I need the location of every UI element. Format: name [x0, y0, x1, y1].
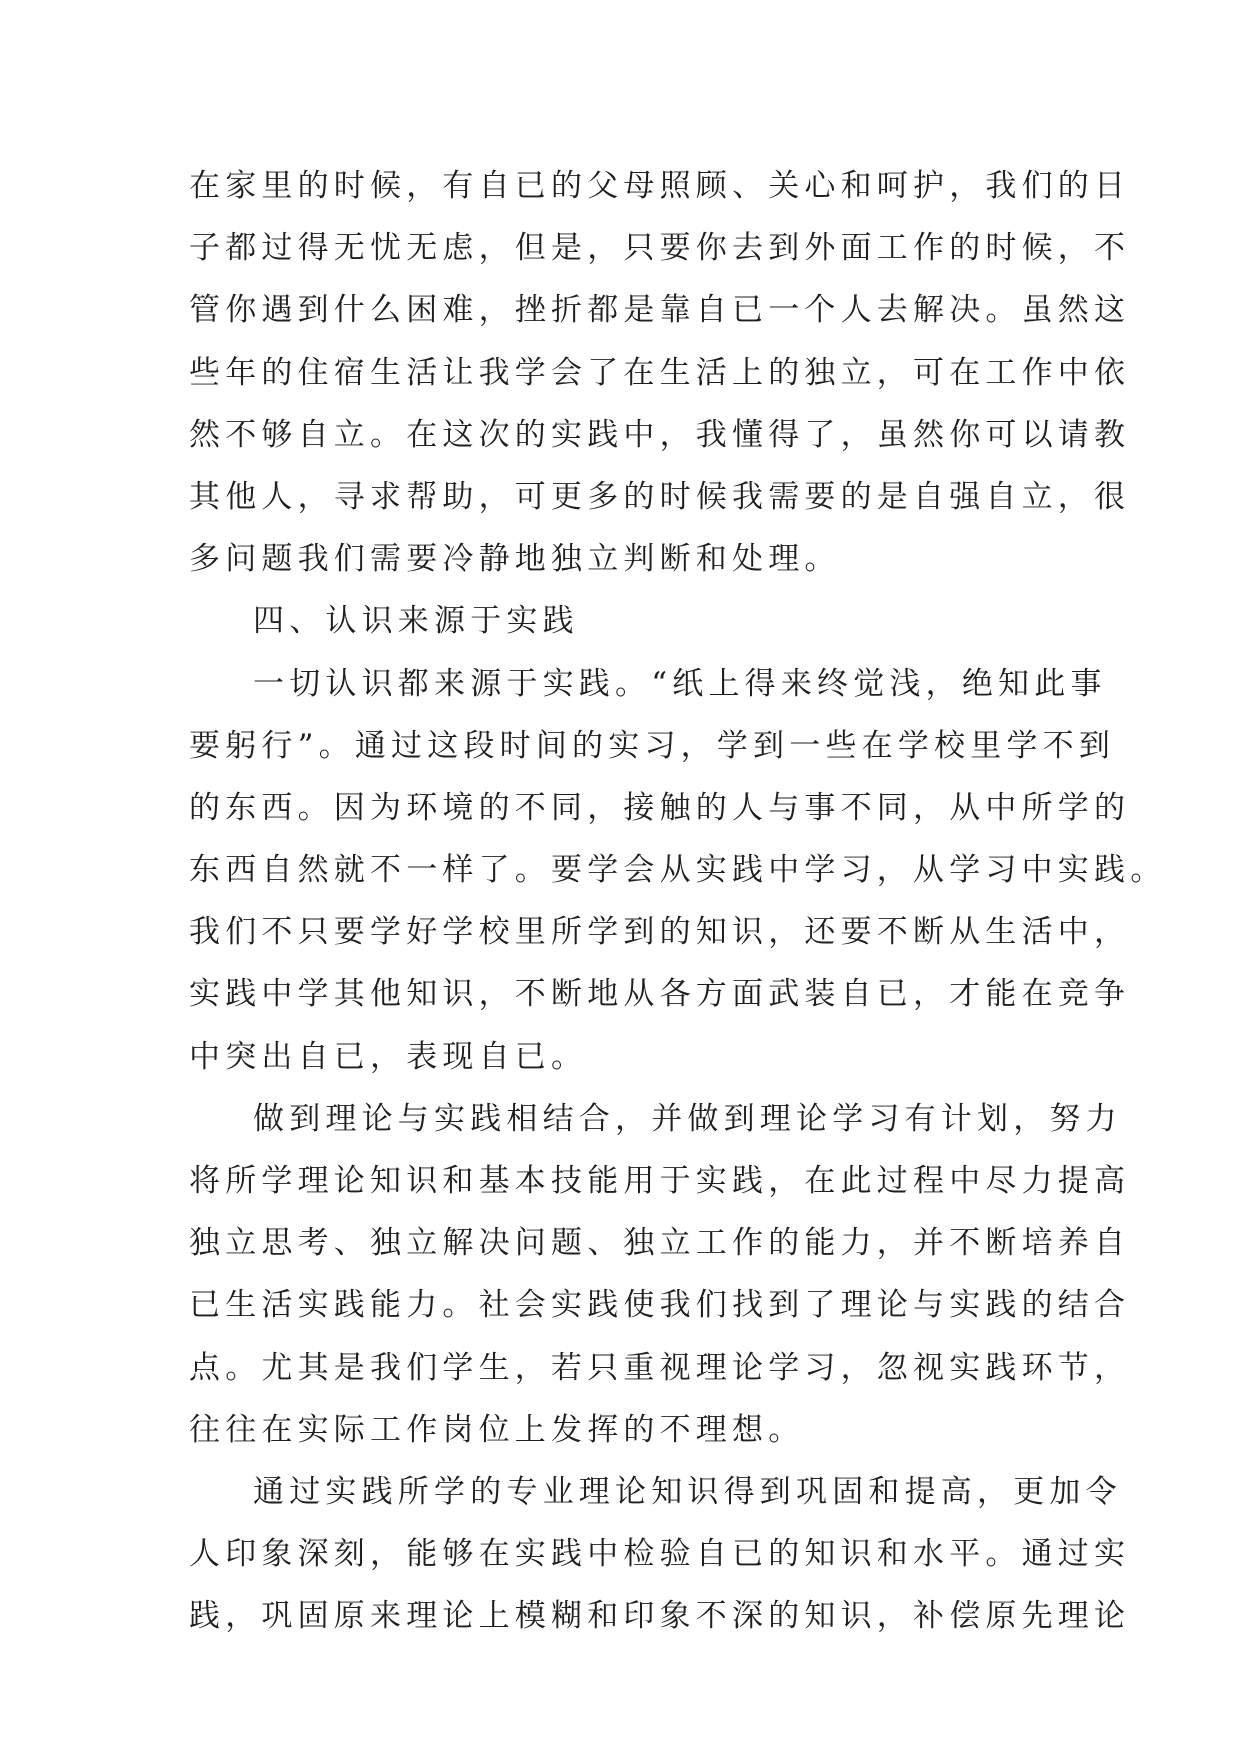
paragraph-start-line: 通过实践所学的专业理论知识得到巩固和提高，更加令	[253, 1473, 1122, 1510]
text-line-1: 在家里的时候，有自已的父母照顾、关心和呵护，我们的日	[189, 168, 1131, 204]
paragraph-start-line: 做到理论与实践相结合，并做到理论学习有计划，努力	[253, 1100, 1122, 1137]
text-line-15: 中突出自已，表现自已。	[189, 1038, 588, 1075]
document-body	[189, 155, 1167, 1648]
section-heading: 四、认识来源于实践	[253, 603, 579, 640]
text-line-23: 人印象深刻，能够在实践中检验自已的知识和水平。通过实	[189, 1536, 1131, 1573]
text-line-19: 已生活实践能力。社会实践使我们找到了理论与实践的结合	[189, 1287, 1131, 1324]
text-line-12: 东西自然就不一样了。要学会从实践中学习，从学习中实践。	[189, 852, 1167, 889]
text-line-14: 实践中学其他知识，不断地从各方面武装自已，才能在竞争	[189, 976, 1131, 1013]
text-line-18: 独立思考、独立解决问题、独立工作的能力，并不断培养自	[189, 1225, 1131, 1262]
text-line-3: 管你遇到什么困难，挫折都是靠自已一个人去解决。虽然这	[189, 292, 1131, 329]
text-line-20: 点。尤其是我们学生，若只重视理论学习，忽视实践环节，	[189, 1349, 1131, 1386]
text-line-17: 将所学理论知识和基本技能用于实践，在此过程中尽力提高	[189, 1163, 1131, 1199]
text-line-10: 要躬行”。通过这段时间的实习，学到一些在学校里学不到	[189, 727, 1116, 764]
text-line-6: 其他人，寻求帮助，可更多的时候我需要的是自强自立，很	[189, 478, 1131, 515]
text-line-4: 些年的住宿生活让我学会了在生活上的独立，可在工作中依	[189, 354, 1131, 391]
text-line-5: 然不够自立。在这次的实践中，我懂得了，虽然你可以请教	[189, 416, 1131, 453]
text-line-2: 子都过得无忧无虑，但是，只要你去到外面工作的时候，不	[189, 230, 1131, 267]
text-line-13: 我们不只要学好学校里所学到的知识，还要不断从生活中，	[189, 914, 1131, 951]
text-line-21: 往往在实际工作岗位上发挥的不理想。	[189, 1411, 805, 1448]
paragraph-start-line: 一切认识都来源于实践。“纸上得来终觉浅，绝知此事	[253, 665, 1107, 702]
text-line-7: 多问题我们需要冷静地独立判断和处理。	[189, 541, 841, 578]
text-line-11: 的东西。因为环境的不同，接触的人与事不同，从中所学的	[189, 789, 1131, 826]
text-line-24: 践，巩固原来理论上模糊和印象不深的知识，补偿原先理论	[189, 1598, 1131, 1635]
